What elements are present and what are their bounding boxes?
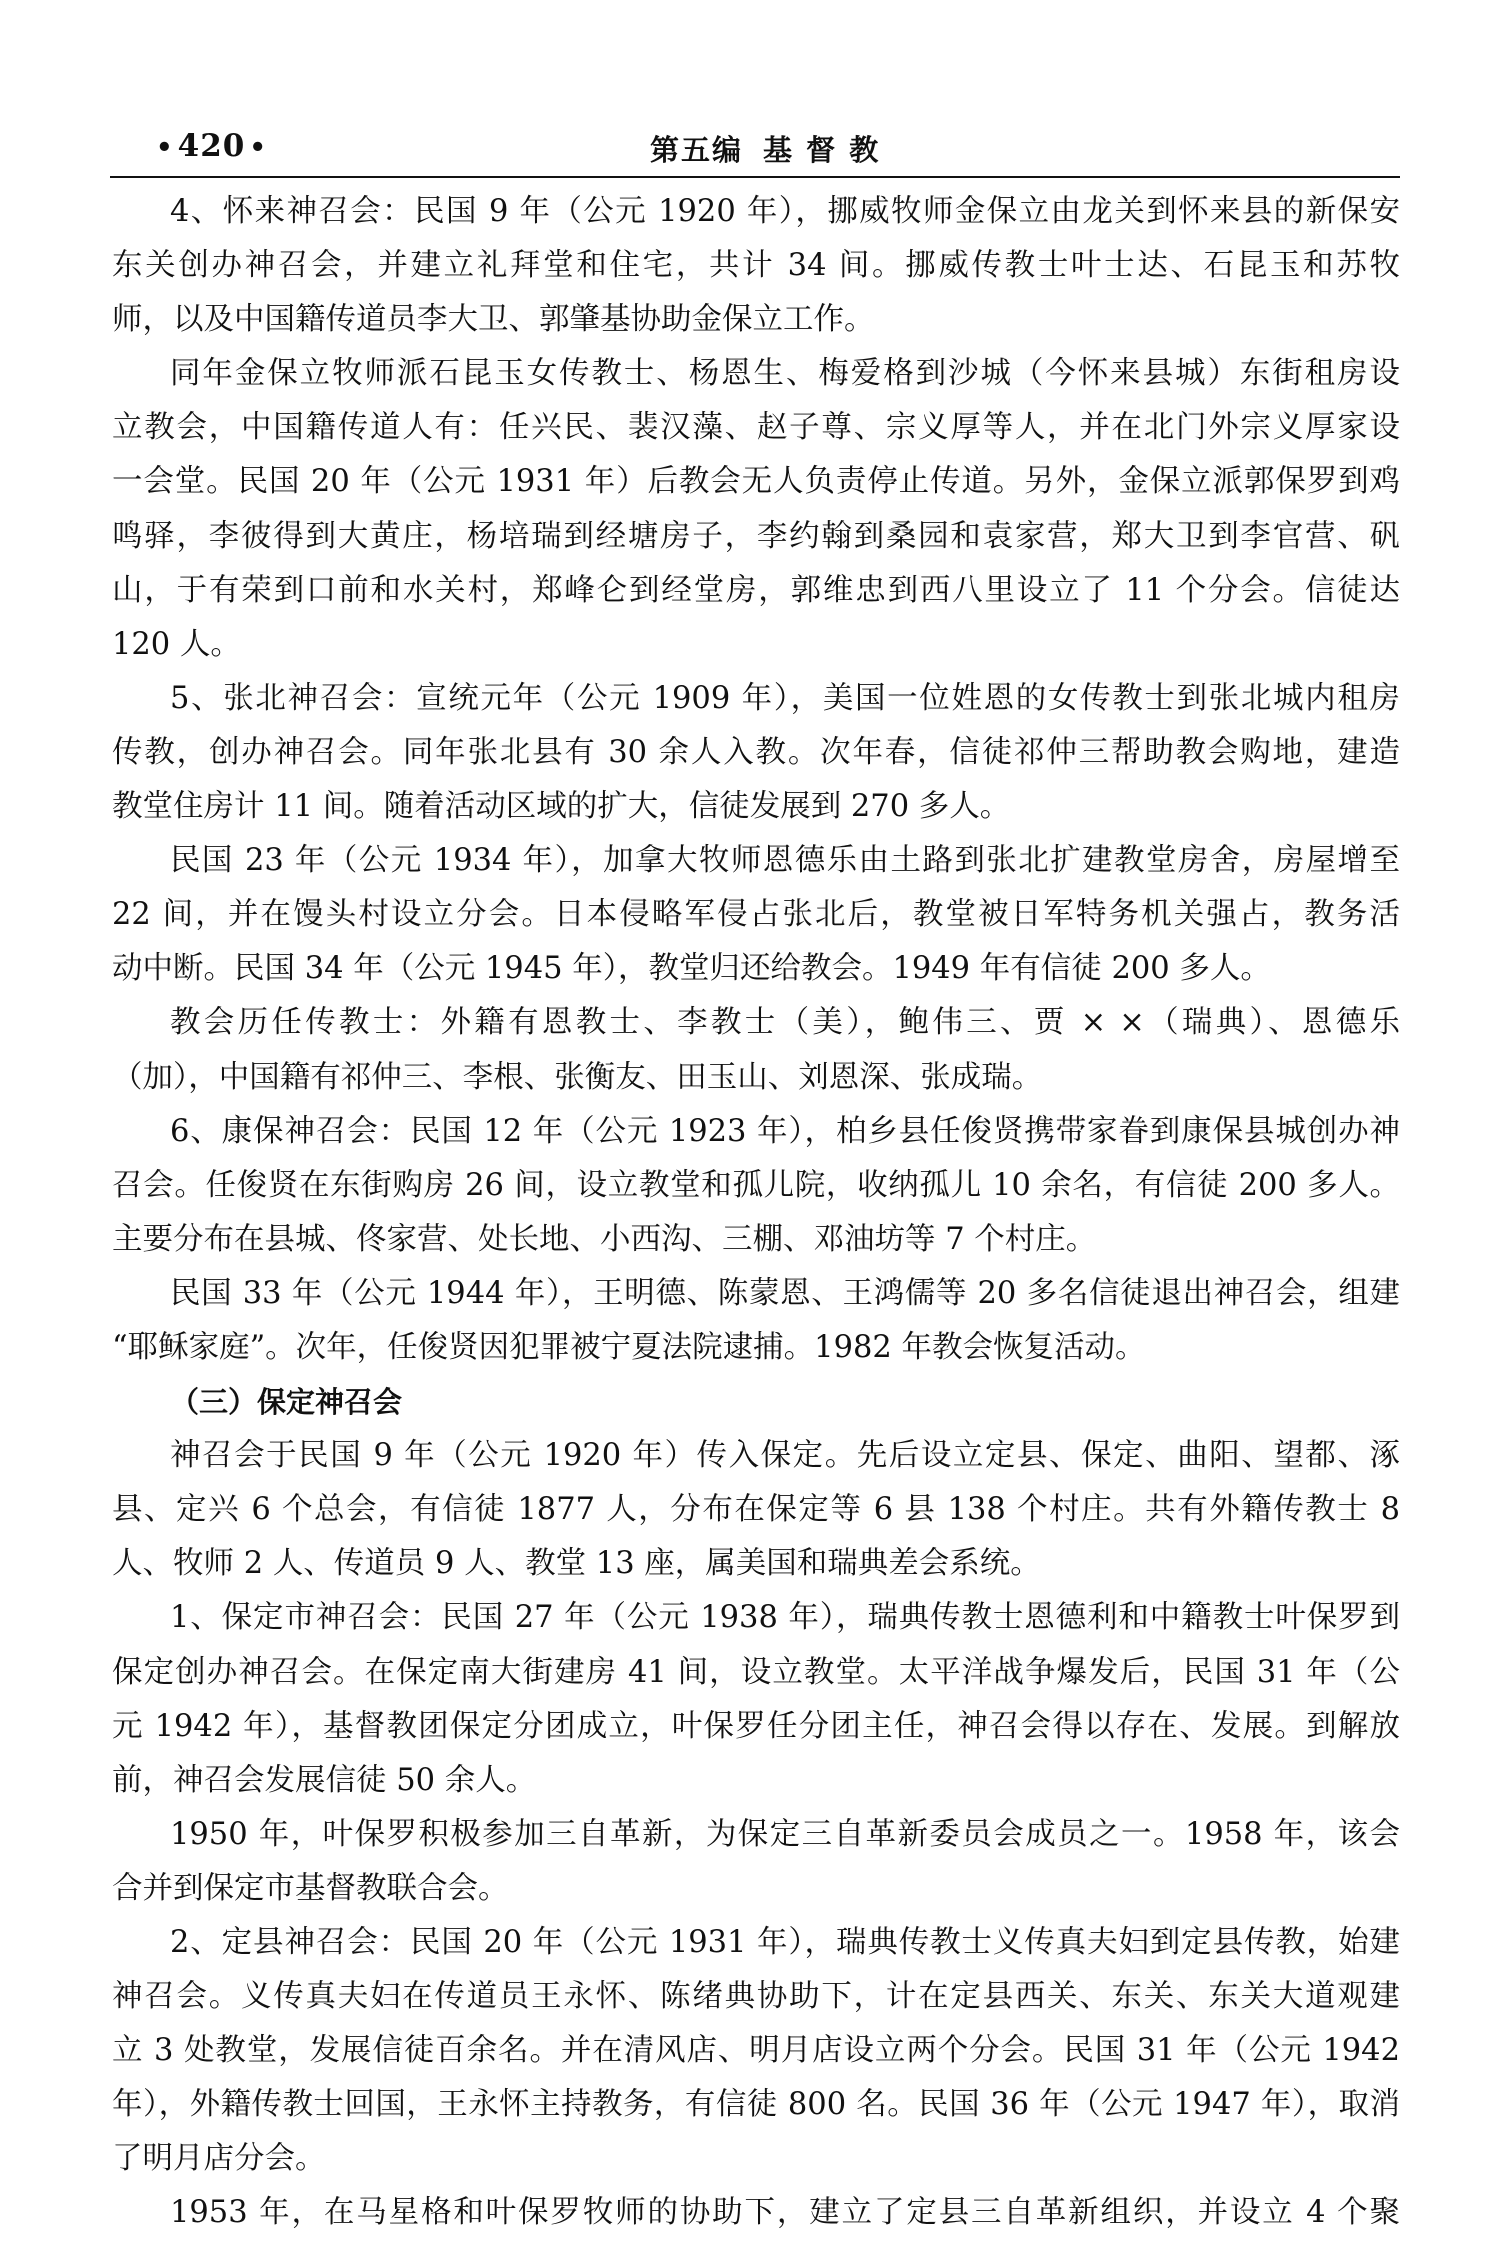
part-label: 第五编 — [650, 133, 744, 167]
text-line: 神召会。义传真夫妇在传道员王永怀、陈绪典协助下，计在定县西关、东关、东关大道观建 — [112, 1979, 1400, 2015]
text-line: 了明月店分会。 — [112, 2141, 326, 2177]
text-line: 立 3 处教堂，发展信徒百余名。并在清风店、明月店设立两个分会。民国 31 年（公元 1942 — [112, 2033, 1400, 2069]
page-number — [152, 128, 271, 164]
bullet-dot: • — [156, 133, 174, 163]
text-line: 立教会，中国籍传道人有：任兴民、裴汉藻、赵子尊、宗义厚等人，并在北门外宗义厚家设 — [112, 410, 1400, 446]
text-line: 教堂住房计 11 间。随着活动区域的扩大，信徒发展到 270 多人。 — [112, 789, 1011, 825]
text-line: 2、定县神召会：民国 20 年（公元 1931 年），瑞典传教士义传真夫妇到定县传教，始建 — [170, 1925, 1400, 1960]
text-line: 元 1942 年），基督教团保定分团成立，叶保罗任分团主任，神召会得以存在、发展。到解放 — [112, 1708, 1400, 1744]
text-line: 6、康保神召会：民国 12 年（公元 1923 年），柏乡县任俊贤携带家眷到康保县城创办神 — [170, 1113, 1400, 1149]
text-line: 民国 23 年（公元 1934 年），加拿大牧师恩德乐由土路到张北扩建教堂房舍，房屋增至 — [170, 843, 1400, 879]
text-line: 召会。任俊贤在东街购房 26 间，设立教堂和孤儿院，收纳孤儿 10 余名，有信徒 200 多人。 — [112, 1167, 1400, 1203]
text-line: 民国 33 年（公元 1944 年），王明德、陈蒙恩、王鸿儒等 20 多名信徒退出神召会，组建 — [170, 1275, 1400, 1311]
text-line: 同年金保立牧师派石昆玉女传教士、杨恩生、梅爱格到沙城（今怀来县城）东街租房设 — [170, 356, 1400, 392]
text-line: （加），中国籍有祁仲三、李根、张衡友、田玉山、刘恩深、张成瑞。 — [112, 1059, 1043, 1095]
text-line: 120 人。 — [112, 626, 241, 662]
page-header — [110, 128, 1400, 176]
text-line: “耶稣家庭”。次年，任俊贤因犯罪被宁夏法院逮捕。1982 年教会恢复活动。 — [112, 1329, 1146, 1365]
text-line: 人、牧师 2 人、传道员 9 人、教堂 13 座，属美国和瑞典差会系统。 — [112, 1546, 1041, 1582]
text-line: 1953 年，在马星格和叶保罗牧师的协助下，建立了定县三自革新组织，并设立 4 个聚 — [170, 2195, 1400, 2231]
body-text — [112, 185, 1400, 2241]
text-line: 4、怀来神召会：民国 9 年（公元 1920 年），挪威牧师金保立由龙关到怀来县的新保安 — [170, 194, 1400, 229]
text-line: 保定创办神召会。在保定南大街建房 41 间，设立教堂。太平洋战争爆发后，民国 31 年（公 — [112, 1654, 1400, 1690]
page-number-value: 420 — [177, 128, 246, 164]
section-title: 基 督 教 — [763, 133, 881, 167]
text-line: 神召会于民国 9 年（公元 1920 年）传入保定。先后设立定县、保定、曲阳、望都、涿 — [170, 1438, 1400, 1474]
text-line: 一会堂。民国 20 年（公元 1931 年）后教会无人负责停止传道。另外，金保立派郭保罗到鸡 — [112, 464, 1400, 500]
text-line: 主要分布在县城、佟家营、处长地、小西沟、三棚、邓油坊等 7 个村庄。 — [112, 1221, 1097, 1257]
text-line: 传教，创办神召会。同年张北县有 30 余人入教。次年春，信徒祁仲三帮助教会购地，建造 — [112, 734, 1400, 770]
text-line: 教会历任传教士：外籍有恩教士、李教士（美），鲍伟三、贾 × ×（瑞典）、恩德乐 — [170, 1005, 1400, 1041]
text-line: 师，以及中国籍传道员李大卫、郭肇基协助金保立工作。 — [112, 302, 875, 338]
text-line: 东关创办神召会，并建立礼拜堂和住宅，共计 34 间。挪威传教士叶士达、石昆玉和苏牧 — [112, 248, 1400, 284]
section-heading: （三）保定神召会 — [170, 1385, 403, 1420]
text-line: 合并到保定市基督教联合会。 — [112, 1870, 509, 1906]
bullet-dot: • — [249, 133, 267, 163]
running-head — [650, 128, 880, 169]
text-line: 山，于有荣到口前和水关村，郑峰仑到经堂房，郭维忠到西八里设立了 11 个分会。信徒达 — [112, 572, 1400, 608]
text-line: 5、张北神召会：宣统元年（公元 1909 年），美国一位姓恩的女传教士到张北城内租房 — [170, 680, 1400, 716]
text-line: 前，神召会发展信徒 50 余人。 — [112, 1762, 537, 1798]
text-line: 县、定兴 6 个总会，有信徒 1877 人，分布在保定等 6 县 138 个村庄。共有外籍传教士 8 — [112, 1492, 1400, 1528]
text-line: 年），外籍传教士回国，王永怀主持教务，有信徒 800 名。民国 36 年（公元 1947 年），取消 — [112, 2087, 1400, 2123]
text-line: 22 间，并在馒头村设立分会。日本侵略军侵占张北后，教堂被日军特务机关强占，教务活 — [112, 897, 1400, 933]
text-line: 1、保定市神召会：民国 27 年（公元 1938 年），瑞典传教士恩德利和中籍教士叶保罗到 — [170, 1600, 1400, 1636]
text-line: 鸣驿，李彼得到大黄庄，杨培瑞到经塘房子，李约翰到桑园和袁家营，郑大卫到李官营、矾 — [112, 518, 1400, 554]
header-rule — [110, 176, 1400, 178]
text-line: 1950 年，叶保罗积极参加三自革新，为保定三自革新委员会成员之一。1958 年，该会 — [170, 1816, 1400, 1852]
text-line: 动中断。民国 34 年（公元 1945 年），教堂归还给教会。1949 年有信徒 200 多人。 — [112, 951, 1271, 987]
